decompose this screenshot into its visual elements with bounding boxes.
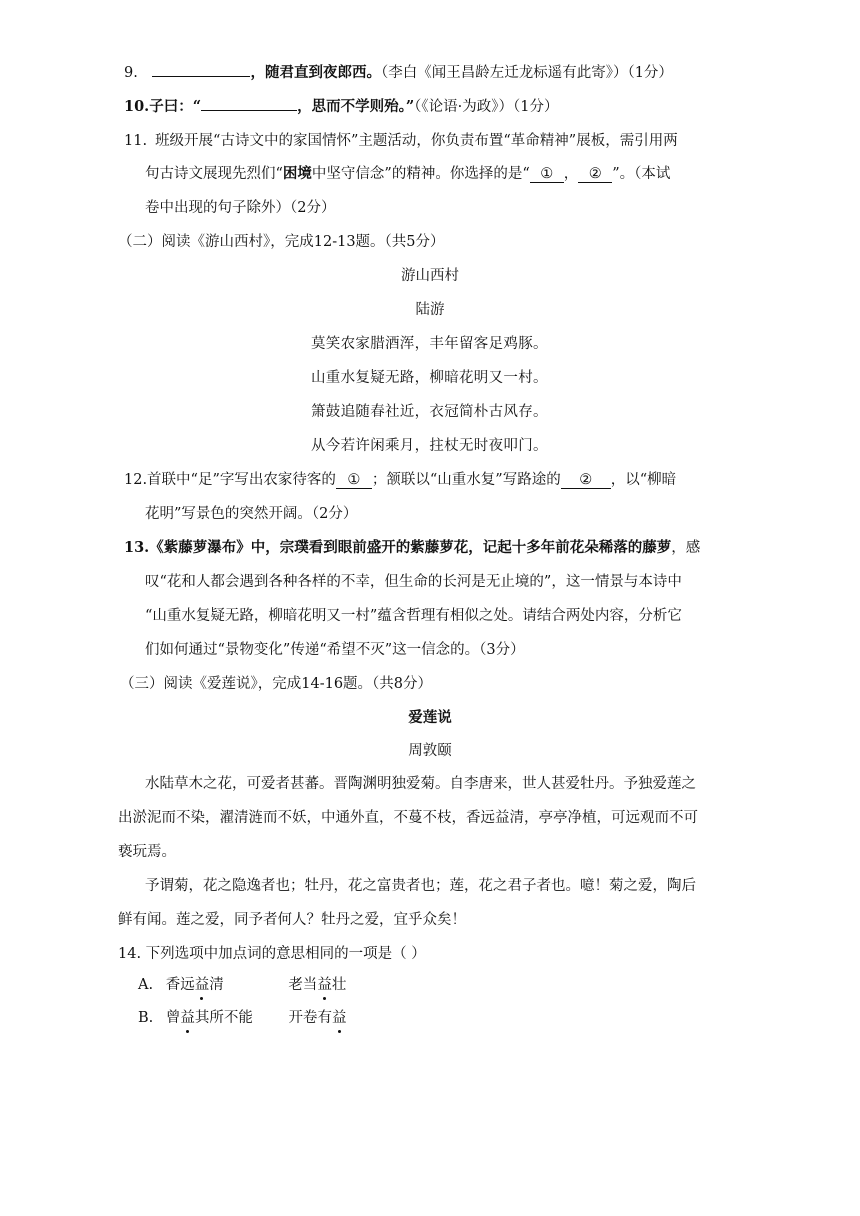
option-letter: A. [138,977,154,993]
option-phrase: 开卷有 [288,1010,332,1026]
question-text: 句古诗文展现先烈们“ [145,166,283,182]
question-14-stem: 14. 下列选项中加点词的意思相同的一项是（ ） [118,946,426,962]
comma: ， [563,166,579,182]
question-text: ，随君直到夜郎西。 [250,64,381,81]
question-text: 班级开展“古诗文中的家国情怀”主题活动，你负责布置“革命精神”展板，需引用两 [155,133,678,149]
essay-paragraph-line: 水陆草木之花，可爱者甚蕃。晋陶渊明独爱菊。自李唐来，世人甚爱牡丹。予独爱莲之 [145,776,696,792]
answer-blank[interactable] [152,62,250,77]
question-text: ，以“柳暗 [610,472,677,488]
poem-line: 从今若许闲乘月，拄杖无时夜叩门。 [311,438,548,454]
question-number: 9. [124,65,138,81]
essay-paragraph-line: 予谓菊，花之隐逸者也；牡丹，花之富贵者也；莲，花之君子者也。噫！菊之爱，陶后 [145,878,696,894]
dotted-word: 益 [194,977,210,993]
question-text: 卷中出现的句子除外）（2分） [145,200,336,216]
question-text: ，感 [671,540,701,556]
question-12-line-1 [124,470,676,490]
dotted-word: 益 [331,1010,347,1026]
question-10 [124,96,559,117]
option-letter: B. [138,1010,154,1026]
question-number: 11. [124,133,148,149]
question-13-line-2: 叹“花和人都会遇到各种各样的不幸，但生命的长河是无止境的”，这一情景与本诗中 [145,574,682,590]
question-text: ”。（本试 [612,166,671,182]
section-heading: （三）阅读《爱莲说》，完成14-16题。（共8分） [120,676,433,692]
question-12-line-2: 花明”写景色的突然开阔。（2分） [145,506,358,522]
answer-blank-2[interactable]: ② [578,166,612,183]
essay-title: 爱莲说 [408,709,452,726]
poem-line: 箫鼓追随春社近，衣冠简朴古风存。 [311,404,548,420]
question-13-line-1 [124,538,700,558]
answer-blank[interactable] [201,96,297,111]
emphasis-text: 宗璞看到眼前盛开的紫藤萝花，记起十多年前花朵稀落的藤萝 [279,539,672,556]
section-heading: （二）阅读《游山西村》，完成12-13题。（共5分） [118,234,445,250]
option-phrase: 壮 [331,977,347,993]
answer-blank-1[interactable]: ① [336,472,372,489]
question-13-line-3: “山重水复疑无路，柳暗花明又一村”蕴含哲理有相似之处。请结合两处内容，分析它 [145,608,682,624]
essay-paragraph-line: 亵玩焉。 [118,844,176,860]
essay-paragraph-line: 出淤泥而不染，濯清涟而不妖，中通外直，不蔓不枝，香远益清，亭亭净植，可远观而不可 [118,810,698,826]
emphasis-text: 困境 [282,165,312,182]
question-9 [124,62,673,83]
option-phrase: 曾 [165,1010,181,1026]
answer-blank-1[interactable]: ① [530,166,564,183]
option-phrase: 其所不能 [194,1010,253,1026]
poem-title: 游山西村 [401,268,459,284]
option-a[interactable] [138,975,346,995]
question-11-line-2 [145,164,670,184]
question-text: 中坚守信念”的精神。你选择的是“ [311,166,530,182]
question-text: ；颔联以“山重水复”写路途的 [371,472,561,488]
option-phrase: 老当 [288,977,318,993]
question-source: （《论语·为政》）（1分） [414,99,559,115]
option-phrase: 香远 [165,977,195,993]
poem-line: 山重水复疑无路，柳暗花明又一村。 [311,370,548,386]
answer-blank-2[interactable]: ② [561,472,611,489]
option-phrase: 清 [209,977,224,993]
question-source: （李白《闻王昌龄左迁龙标遥有此寄》）（1分） [380,65,673,81]
question-13-line-4: 们如何通过“景物变化”传递“希望不灭”这一信念的。（3分） [145,642,525,658]
essay-paragraph-line: 鲜有闻。莲之爱，同予者何人？牡丹之爱，宜乎众矣！ [118,912,466,928]
question-text: 13.《紫藤萝瀑布》中， [124,539,280,556]
option-b[interactable] [138,1008,346,1028]
question-11-line-3 [145,198,335,218]
dotted-word: 益 [317,977,332,993]
essay-author: 周敦颐 [408,743,452,759]
poem-line: 莫笑农家腊酒浑，丰年留客足鸡豚。 [311,336,548,352]
question-text: ，思而不学则殆。” [297,98,415,115]
dotted-word: 益 [180,1010,195,1026]
question-text: 10.子曰：“ [124,98,202,115]
question-11-line-1 [124,131,678,151]
question-text: 12.首联中“足”字写出农家待客的 [124,472,336,488]
poem-author: 陆游 [415,302,445,318]
